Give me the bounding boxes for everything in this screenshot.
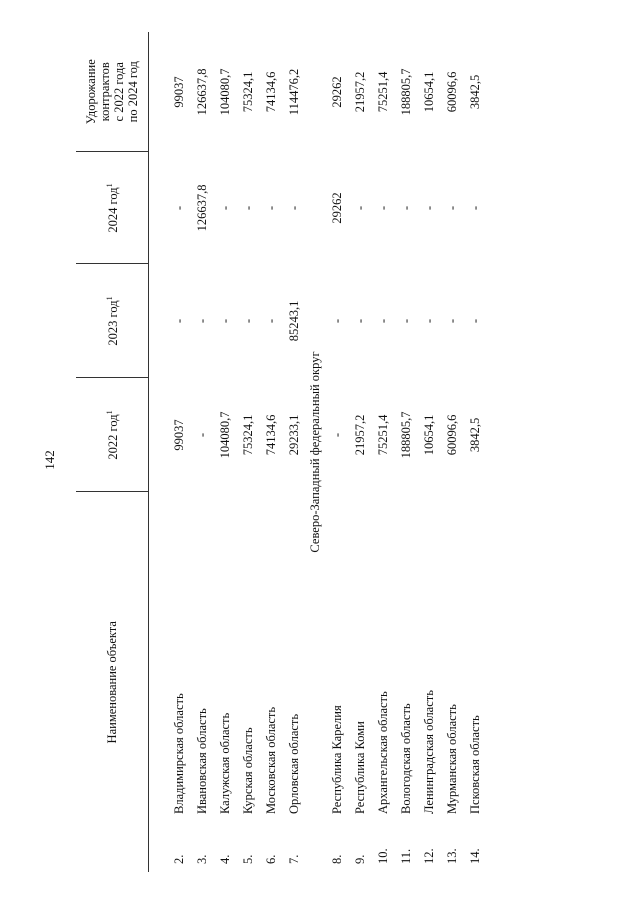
- header-reduction: Удорожание контрактов с 2022 года по 2024 год: [76, 32, 148, 152]
- row-number: 2.: [171, 854, 186, 864]
- row-number: 4.: [217, 854, 232, 864]
- table-header-row: [76, 32, 148, 872]
- table-row: [260, 32, 283, 872]
- value-2022: 3842,5: [467, 417, 482, 453]
- row-number: 6.: [263, 854, 278, 864]
- row-number: 9.: [352, 854, 367, 864]
- value-2024: -: [286, 205, 301, 211]
- value-2023: -: [194, 318, 209, 324]
- value-2024: -: [444, 205, 459, 211]
- region-name: Республика Карелия: [329, 705, 344, 814]
- region-name: Республика Коми: [352, 721, 367, 814]
- footnote-mark: 1: [105, 410, 115, 415]
- value-cost-increase: 60096,6: [444, 71, 459, 113]
- value-2024: -: [421, 205, 436, 211]
- region-name: Ивановская область: [194, 708, 209, 814]
- district-section: [306, 32, 326, 872]
- value-2023: -: [467, 318, 482, 324]
- table-row: [283, 32, 306, 872]
- table-row: [349, 32, 372, 872]
- header-object-name: Наименование объекта: [76, 492, 148, 872]
- value-2023: -: [421, 318, 436, 324]
- value-cost-increase: 114476,2: [286, 68, 301, 116]
- value-2023: 85243,1: [286, 300, 301, 342]
- region-name: Московская область: [263, 706, 278, 814]
- region-name: Ленинградская область: [421, 690, 436, 814]
- value-2022: 75251,4: [375, 414, 390, 456]
- value-2023: -: [217, 318, 232, 324]
- rotated-table-sheet: [76, 32, 482, 872]
- value-cost-increase: 75251,4: [375, 71, 390, 113]
- value-2024: -: [467, 205, 482, 211]
- value-2022: 74134,6: [263, 414, 278, 456]
- table-row: [395, 32, 418, 872]
- value-2024: -: [263, 205, 278, 211]
- row-number: 11.: [398, 848, 413, 864]
- value-cost-increase: 104080,7: [217, 68, 232, 116]
- region-name: Курская область: [240, 727, 255, 814]
- value-2024: -: [352, 205, 367, 211]
- value-2024: -: [398, 205, 413, 211]
- table-body-central: [148, 32, 306, 872]
- value-2022: 75324,1: [240, 414, 255, 456]
- table-row: [464, 32, 487, 872]
- value-2022: 188805,7: [398, 411, 413, 459]
- value-2022: -: [194, 432, 209, 438]
- region-name: Псковская область: [467, 715, 482, 814]
- value-2024: 126637,8: [194, 184, 209, 232]
- table-row: [441, 32, 464, 872]
- value-2023: -: [398, 318, 413, 324]
- value-cost-increase: 74134,6: [263, 71, 278, 113]
- value-2022: 29233,1: [286, 414, 301, 456]
- region-name: Вологодская область: [398, 703, 413, 814]
- district-title: Северо-Западный федеральный округ: [308, 351, 322, 553]
- row-number: 14.: [467, 848, 482, 864]
- region-name: Владимирская область: [171, 693, 186, 814]
- table-body-northwest: [326, 32, 487, 872]
- value-2022: 21957,2: [352, 414, 367, 456]
- value-2023: -: [375, 318, 390, 324]
- header-2023: 2023 год$^1$: [76, 264, 148, 378]
- value-2023: -: [263, 318, 278, 324]
- region-name: Орловская область: [286, 713, 301, 814]
- district-row: [306, 32, 326, 872]
- region-name: Мурманская область: [444, 704, 459, 814]
- header-2024: 2024 год$^1$: [76, 152, 148, 264]
- value-2022: 60096,6: [444, 414, 459, 456]
- value-2023: -: [444, 318, 459, 324]
- table-row: [168, 32, 191, 872]
- row-number: 12.: [421, 848, 436, 864]
- value-2024: -: [217, 205, 232, 211]
- value-cost-increase: 3842,5: [467, 74, 482, 110]
- region-name: Архангельская область: [375, 691, 390, 814]
- table-row: [372, 32, 395, 872]
- row-number: 5.: [240, 854, 255, 864]
- value-2024: -: [240, 205, 255, 211]
- page-number: 142: [42, 450, 57, 470]
- value-2022: 104080,7: [217, 411, 232, 459]
- value-cost-increase: 10654,1: [421, 71, 436, 113]
- value-2023: -: [171, 318, 186, 324]
- value-2022: 99037: [171, 419, 186, 451]
- value-cost-increase: 29262: [329, 76, 344, 108]
- value-cost-increase: 21957,2: [352, 71, 367, 113]
- value-2023: -: [352, 318, 367, 324]
- spacer-row: [148, 32, 168, 872]
- row-number: 13.: [444, 848, 459, 864]
- footnote-mark: 1: [105, 183, 115, 188]
- table-row: [237, 32, 260, 872]
- table-row: [418, 32, 441, 872]
- value-cost-increase: 75324,1: [240, 71, 255, 113]
- row-number: 10.: [375, 848, 390, 864]
- value-2023: -: [240, 318, 255, 324]
- value-cost-increase: 99037: [171, 76, 186, 108]
- value-2022: -: [329, 432, 344, 438]
- value-2024: 29262: [329, 192, 344, 224]
- row-number: 7.: [286, 854, 301, 864]
- footnote-mark: 1: [105, 296, 115, 301]
- value-2022: 10654,1: [421, 414, 436, 456]
- value-2023: -: [329, 318, 344, 324]
- value-2024: -: [375, 205, 390, 211]
- header-2022: 2022 год$^1$: [76, 378, 148, 492]
- row-number: 8.: [329, 854, 344, 864]
- value-cost-increase: 126637,8: [194, 68, 209, 116]
- table-row: [214, 32, 237, 872]
- row-number: 3.: [194, 854, 209, 864]
- table-row: [191, 32, 214, 872]
- value-cost-increase: 188805,7: [398, 68, 413, 116]
- table-row: [326, 32, 349, 872]
- cost-increase-table: [76, 32, 487, 872]
- value-2024: -: [171, 205, 186, 211]
- region-name: Калужская область: [217, 712, 232, 814]
